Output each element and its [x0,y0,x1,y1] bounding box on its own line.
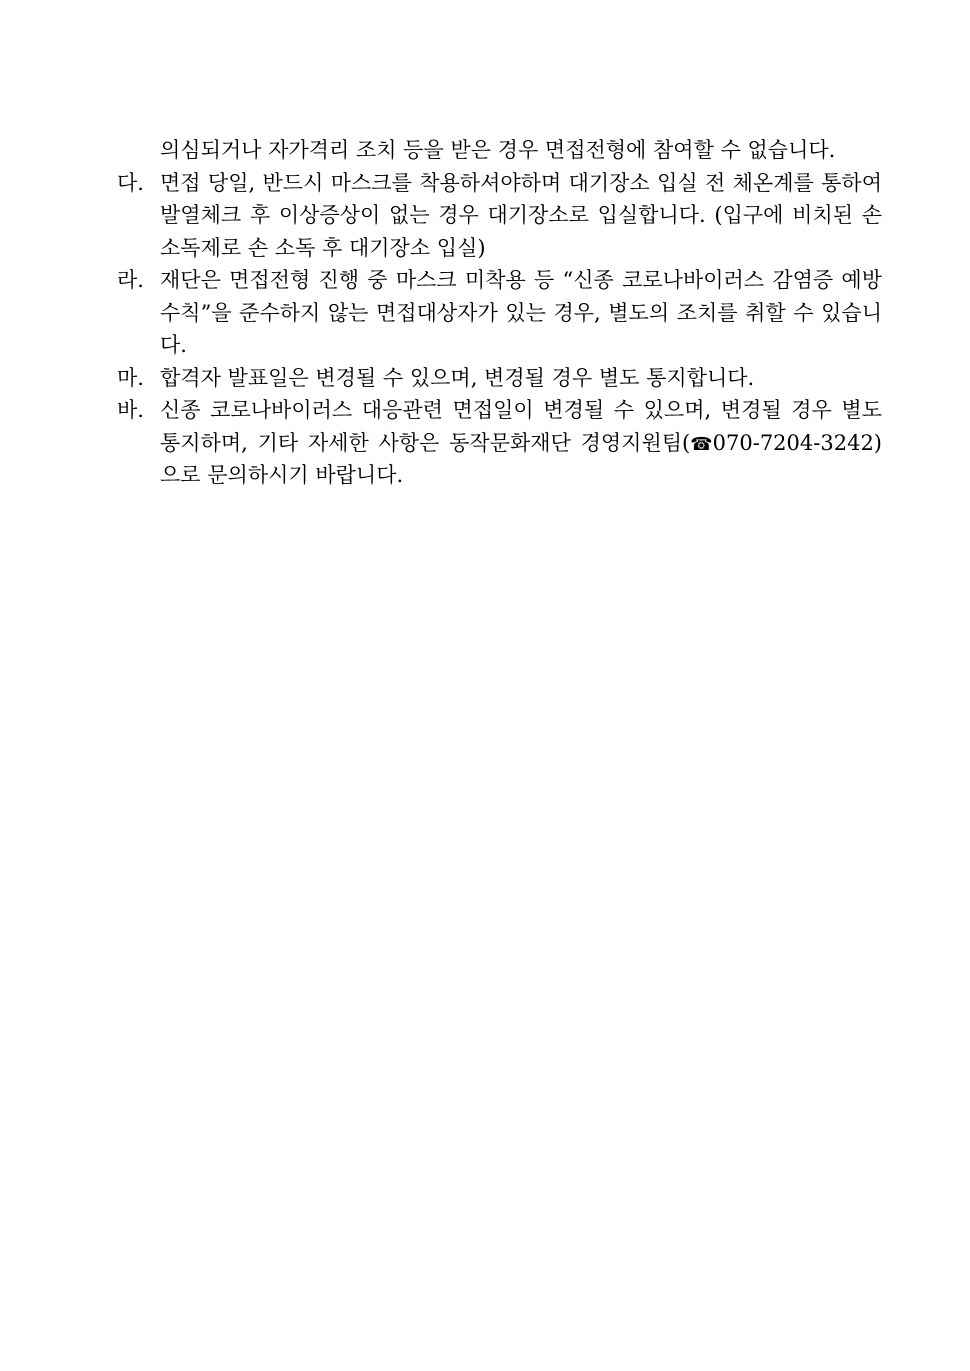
phone-icon: ☎ [690,433,713,455]
list-item-ma [117,362,882,395]
item-text-after-icon: 070-7204-3242)으로 문의하시기 바랍니다. [160,430,882,487]
list-item-continuation [117,134,882,167]
item-text: 면접 당일, 반드시 마스크를 착용하셔야하며 대기장소 입실 전 체온계를 통하여 발열체크 후 이상증상이 없는 경우 대기장소로 입실합니다. (입구에 비치된 손 소독제로 손 소독 후 대기장소 입실) [160,170,882,260]
notice-list [117,134,882,492]
item-text: 합격자 발표일은 변경될 수 있으며, 변경될 경우 별도 통지합니다. [160,365,755,390]
item-text-before-icon: 신종 코로나바이러스 대응관련 면접일이 변경될 수 있으며, 변경될 경우 별도 통지하며, 기타 자세한 사항은 동작문화재단 경영지원팀( [160,398,882,455]
item-text: 의심되거나 자가격리 조치 등을 받은 경우 면접전형에 참여할 수 없습니다. [160,138,836,162]
list-item-da [117,167,882,265]
list-item-ra [117,264,882,362]
item-marker: 바. [117,398,144,422]
item-text [160,394,882,492]
item-marker: 라. [117,268,144,292]
item-text: 재단은 면접전형 진행 중 마스크 미착용 등 “신종 코로나바이러스 감염증 예방수칙”을 준수하지 않는 면접대상자가 있는 경우, 별도의 조치를 취할 수 있습니다. [160,268,882,357]
list-item-ba [117,394,882,492]
item-marker: 다. [117,170,144,195]
item-marker: 마. [117,365,144,390]
